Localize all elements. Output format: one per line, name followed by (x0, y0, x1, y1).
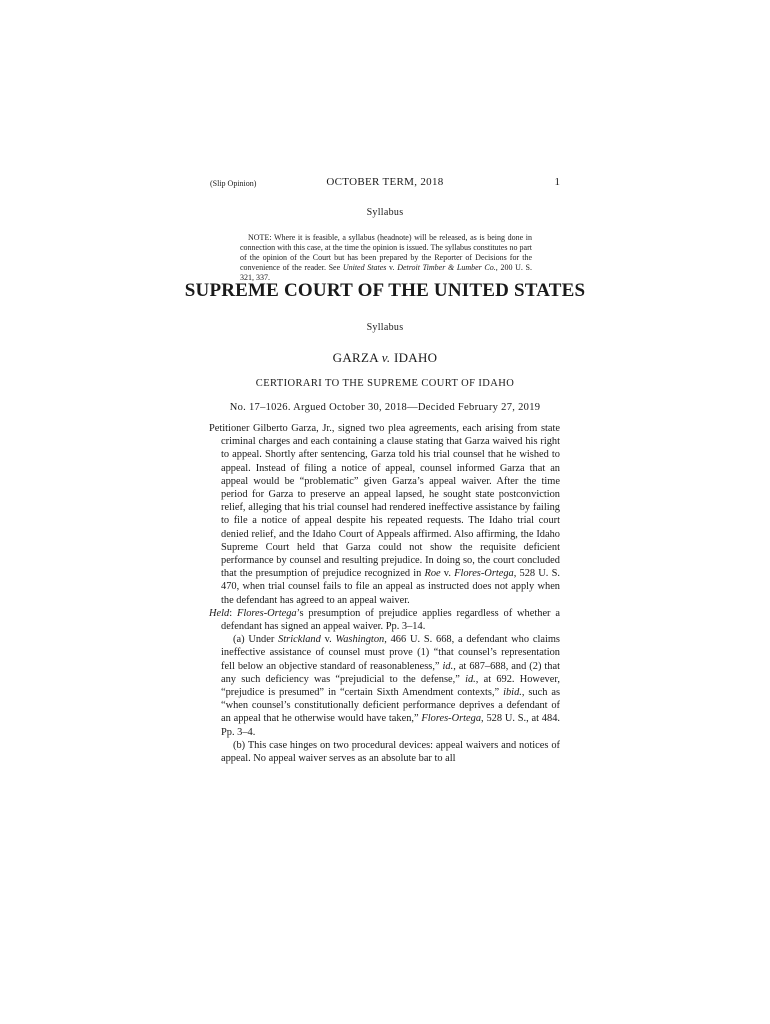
case-party-2: IDAHO (390, 350, 438, 365)
p3-text-4: , at 687–688, and (2) that any such deficiency was “prejudicial to the defense,” (221, 660, 560, 685)
certiorari-line: CERTIORARI TO THE SUPREME COURT OF IDAHO (255, 378, 515, 389)
note-text-3: , 200 U. S. 321, 337. (240, 263, 532, 282)
paragraph-a (209, 633, 560, 739)
p3-italic-3: id. (442, 660, 454, 672)
syllabus-subheading: Syllabus (366, 322, 404, 333)
note-italic-2: Detroit Timber & Lumber Co. (397, 263, 496, 272)
note-text-2: v. (386, 263, 398, 272)
p1-text-1: Petitioner Gilberto Garza, Jr., signed two plea agreements, each arising from state criminal charges and each containing a clause stating that Garza waived his right to appeal. Shortly after sentencing, Garza told his trial counsel that he wished to appeal. Instead of filing a notice of appeal, counsel informed Garza that an appeal would be “problematic” given Garza’s appeal waiver. After the time period for Garza to preserve an appeal lapsed, he sought state postconviction relief, alleging that his trial counsel had rendered ineffective assistance by failing to file a notice of appeal despite his repeated requests. The Idaho trial court denied relief, and the Idaho Court of Appeals affirmed. Also affirming, the Idaho Supreme Court held that Garza could not show the requisite deficient performance by counsel and resulting prejudice. In doing so, the court concluded that the presumption of prejudice recognized in (209, 423, 560, 580)
term-header: OCTOBER TERM, 2018 (326, 176, 444, 188)
p1-text-3: , 528 U. S. 470, when trial counsel fails to file an appeal as instructed does not apply when the defendant has agreed to an appeal waiver. (221, 568, 560, 606)
paragraph-b (209, 739, 560, 765)
p3-italic-1: Strickland (278, 634, 321, 646)
p3-text-2: v. (320, 634, 336, 646)
syllabus-heading: Syllabus (366, 207, 404, 218)
syllabus-body (209, 422, 560, 765)
p3-text-3: , 466 U. S. 668, a defendant who claims ineffective assistance of counsel must prove (1) “that counsel’s representation fell below an objective standard of reasonableness,” (221, 634, 560, 672)
paragraph-held (209, 607, 560, 633)
p4-text-1: (b) This case hinges on two procedural devices: appeal waivers and notices of appeal. No appeal waiver serves as an absolute bar to all (221, 739, 560, 765)
docket-line: No. 17–1026. Argued October 30, 2018—Decided February 27, 2019 (229, 402, 541, 413)
note-italic-1: United States (342, 263, 387, 272)
case-versus: v. (381, 350, 391, 365)
p2-italic-2: Flores-Ortega (236, 607, 297, 619)
p2-text-1: : (229, 607, 237, 619)
court-title: SUPREME COURT OF THE UNITED STATES (184, 280, 586, 301)
syllabus-note (240, 233, 532, 283)
p3-italic-4: id. (465, 673, 476, 685)
p2-text-2: ’s presumption of prejudice applies regardless of whether a defendant has signed an appeal waiver. Pp. 3–14. (221, 607, 560, 633)
case-name (0, 350, 770, 366)
slip-opinion-label: (Slip Opinion) (210, 179, 257, 188)
p3-text-1: (a) Under (233, 634, 279, 646)
p1-italic-2: Flores-Ortega (454, 568, 514, 580)
p3-italic-2: Washington (335, 634, 385, 646)
paragraph-facts (209, 422, 560, 607)
p1-italic-1: Roe (424, 568, 441, 580)
p3-text-7: , 528 U. S., at 484. Pp. 3–4. (221, 713, 560, 738)
p3-italic-5: ibid. (503, 687, 522, 699)
case-party-1: GARZA (332, 350, 382, 365)
p3-italic-6: Flores-Ortega (421, 713, 482, 725)
p2-italic-1: Held (209, 607, 230, 619)
p3-text-6: , such as “when counsel’s constitutionally deficient performance deprives a defendant of an appeal that he otherwise would have taken,” (221, 687, 560, 725)
p3-text-5: , at 692. However, “prejudice is presumed” in “certain Sixth Amendment contexts,” (221, 673, 560, 699)
p1-text-2: v. (440, 568, 455, 580)
note-text-1: NOTE: Where it is feasible, a syllabus (headnote) will be released, as is being done in connection with this case, at the time the opinion is issued. The syllabus constitutes no part of the opinion of the Court but has been prepared by the Reporter of Decisions for the convenience of the reader. See (240, 233, 532, 272)
page-number: 1 (554, 176, 560, 188)
